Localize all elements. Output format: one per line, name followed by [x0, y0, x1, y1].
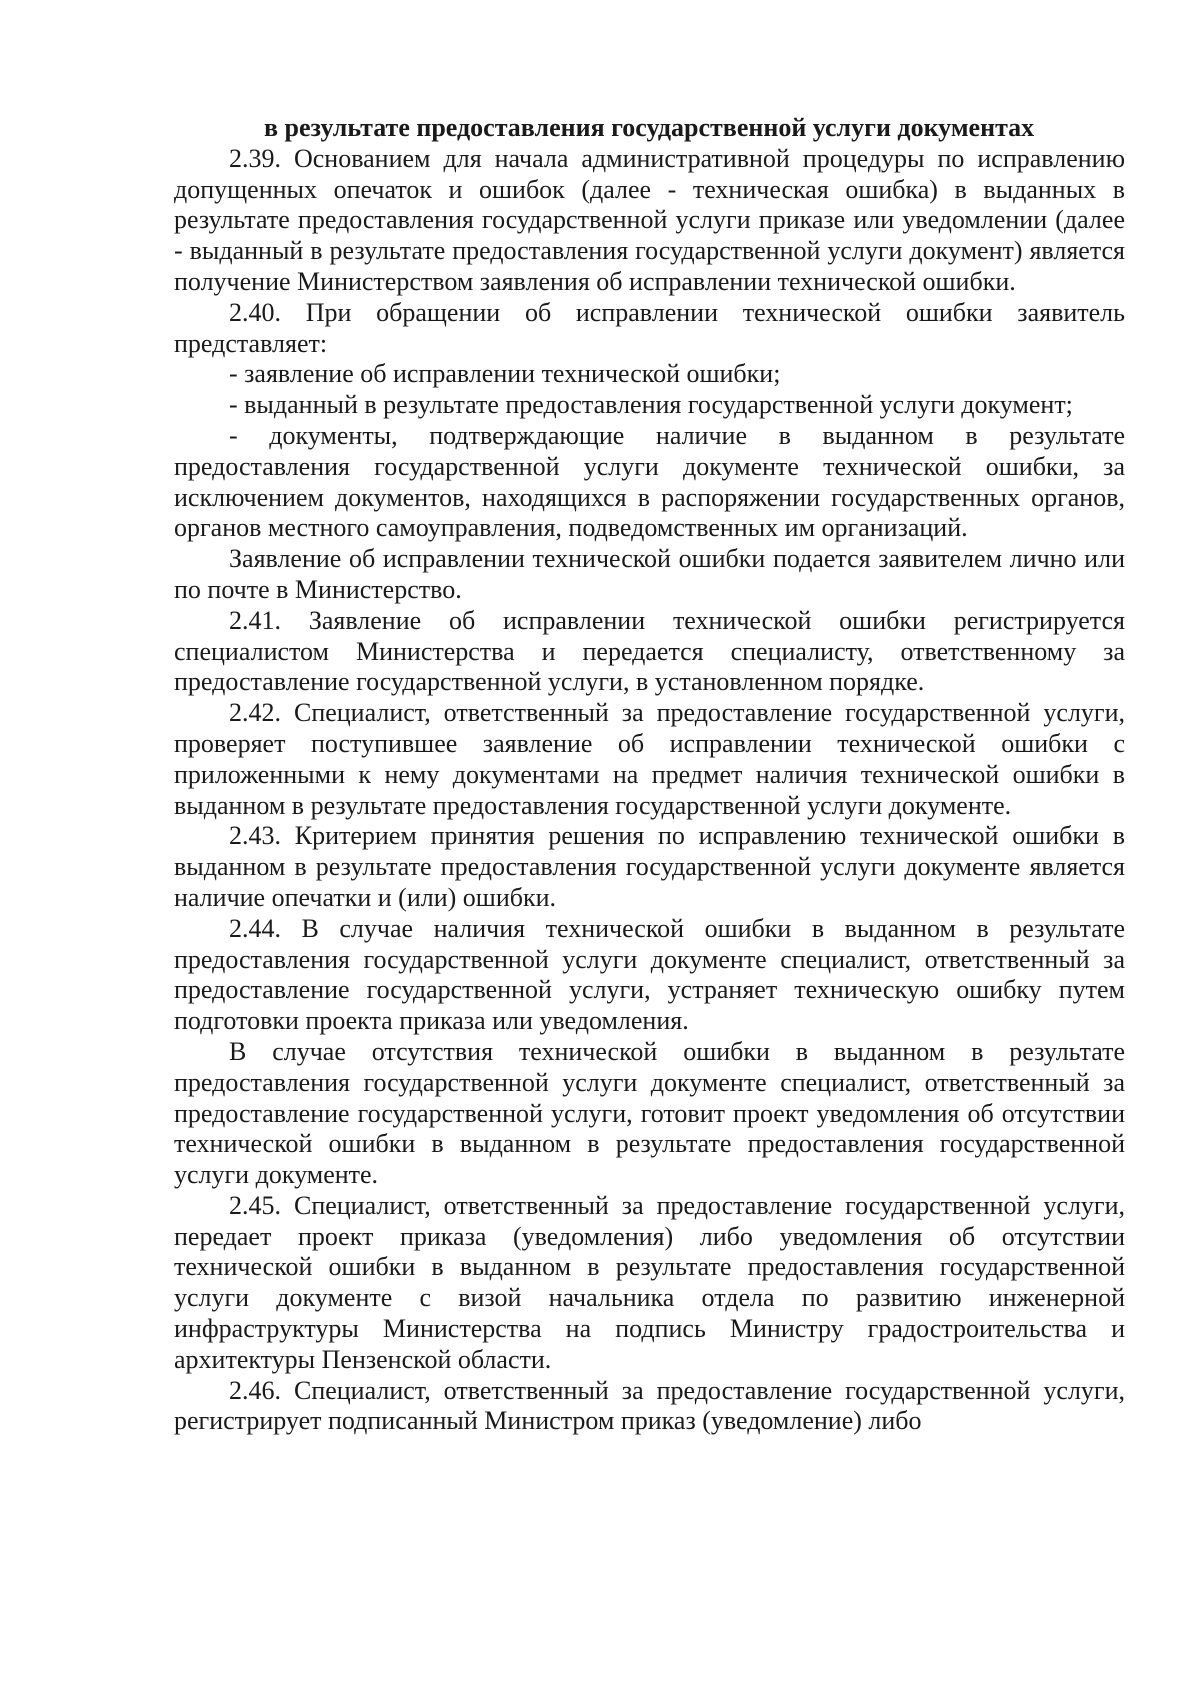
- paragraph-2-39: 2.39. Основанием для начала административной процедуры по исправлению допущенных опечаток и ошибок (далее - техническая ошибка) в выданных в результате предоставления государственной услуги приказе или уведомлении (далее - выданный в результате предоставления государственной услуги документ) является получение Министерством заявления об исправлении технической ошибки.: [174, 143, 1125, 296]
- paragraph-2-45: 2.45. Специалист, ответственный за предоставление государственной услуги, передает проект приказа (уведомления) либо уведомления об отсутствии технической ошибки в выданном в результате предоставления государственной услуги документе с визой начальника отдела по развитию инженерной инфраструктуры Министерства на подпись Министру градостроительства и архитектуры Пензенской области.: [174, 1190, 1125, 1374]
- list-item-supporting-documents: - документы, подтверждающие наличие в выданном в результате предоставления государственной услуги документе технической ошибки, за исключением документов, находящихся в распоряжении государственных органов, органов местного самоуправления, подведомственных им организаций.: [174, 420, 1125, 543]
- paragraph-2-41: 2.41. Заявление об исправлении технической ошибки регистрируется специалистом Министерства и передается специалисту, ответственному за предоставление государственной услуги, в установленном порядке.: [174, 605, 1125, 697]
- paragraph-2-44: 2.44. В случае наличия технической ошибки в выданном в результате предоставления государственной услуги документе специалист, ответственный за предоставление государственной услуги, устраняет техническую ошибку путем подготовки проекта приказа или уведомления.: [174, 913, 1125, 1036]
- paragraph-2-43: 2.43. Критерием принятия решения по исправлению технической ошибки в выданном в результате предоставления государственной услуги документе является наличие опечатки и (или) ошибки.: [174, 821, 1125, 912]
- paragraph-2-42: 2.42. Специалист, ответственный за предоставление государственной услуги, проверяет поступившее заявление об исправлении технической ошибки с приложенными к нему документами на предмет наличия технической ошибки в выданном в результате предоставления государственной услуги документе.: [174, 698, 1125, 820]
- paragraph-2-40: 2.40. При обращении об исправлении технической ошибки заявитель представляет:: [174, 297, 1125, 358]
- list-item-issued-document: - выданный в результате предоставления государственной услуги документ;: [229, 390, 1073, 420]
- document-body: [174, 113, 1125, 1437]
- paragraph-2-46: 2.46. Специалист, ответственный за предоставление государственной услуги, регистрирует подписанный Министром приказ (уведомление) либо: [174, 1375, 1125, 1436]
- paragraph-submission: Заявление об исправлении технической ошибки подается заявителем лично или по почте в Министерство.: [174, 544, 1125, 604]
- section-heading: в результате предоставления государственной услуги документах: [264, 113, 1035, 142]
- paragraph-no-error: В случае отсутствия технической ошибки в выданном в результате предоставления государственной услуги документе специалист, ответственный за предоставление государственной услуги, готовит проект уведомления об отсутствии технической ошибки в выданном в результате предоставления государственной услуги документе.: [174, 1036, 1125, 1190]
- list-item-application: - заявление об исправлении технической ошибки;: [229, 359, 781, 389]
